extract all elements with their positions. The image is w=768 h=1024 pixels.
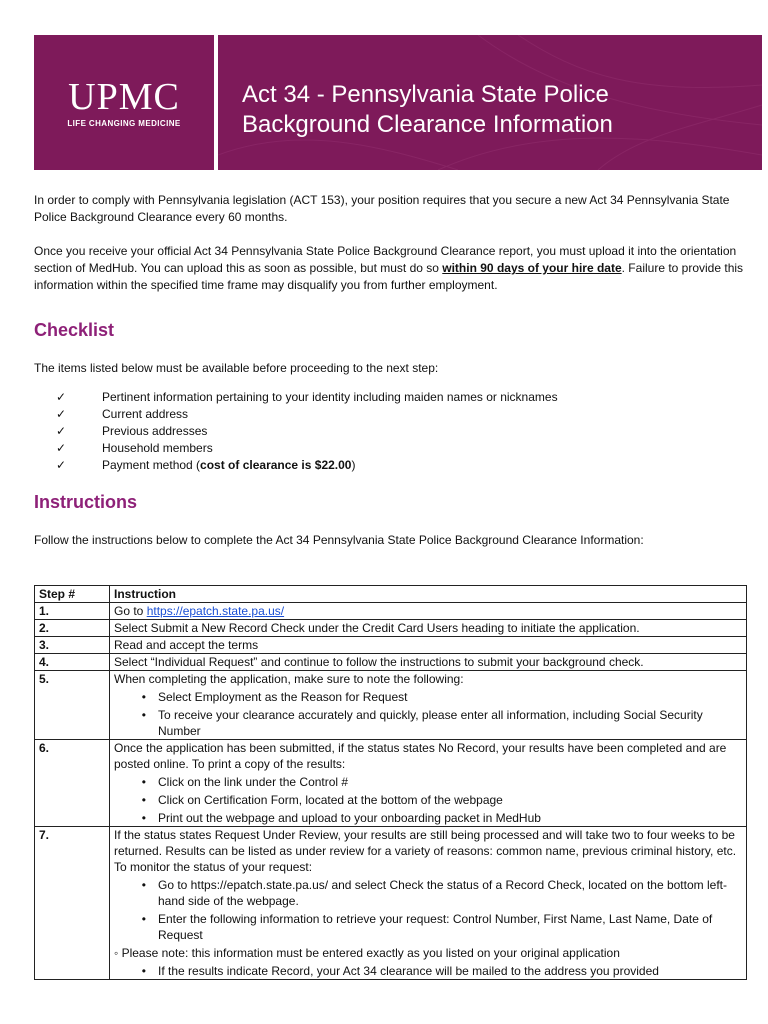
intro-p2-tail: . Failure to provide this information within the specified time frame may disqualify you from further employment.	[34, 261, 744, 292]
page-title-line-1: Act 34 - Pennsylvania State Police	[242, 81, 609, 108]
table-row: 4. Select “Individual Request” and continue to follow the instructions to submit your background check.	[35, 654, 747, 671]
table-row: 2. Select Submit a New Record Check under the Credit Card Users heading to initiate the application.	[35, 620, 747, 637]
table-row: 1. Go to https://epatch.state.pa.us/	[35, 603, 747, 620]
checklist	[56, 389, 558, 474]
checklist-item: ✓ Current address	[56, 407, 189, 421]
col-instruction-header: Instruction	[110, 586, 747, 603]
instructions-table	[34, 585, 747, 980]
check-icon: ✓	[56, 390, 67, 404]
bullet-icon: •	[141, 708, 146, 722]
check-icon: ✓	[56, 407, 67, 421]
logo-tagline: LIFE CHANGING MEDICINE	[67, 119, 181, 128]
checklist-heading: Checklist	[34, 320, 115, 340]
checklist-lead: The items listed below must be available before proceeding to the next step:	[34, 361, 439, 375]
table-header-row	[35, 586, 747, 603]
checklist-item: ✓ Previous addresses	[56, 424, 208, 438]
upmc-logo	[34, 35, 214, 170]
bullet-icon: •	[141, 964, 146, 978]
table-row: 6. Once the application has been submitted, if the status states No Record, your results have been completed and are posted online. To print a copy of the results: • Click on the link under the Control # • Click on Certification Form, located at the bottom of the webpage • Print out the webpage and upload to your onboarding packet in MedHub	[35, 740, 747, 827]
logo-word: UPMC	[68, 76, 180, 118]
checklist-item: ✓ Pertinent information pertaining to your identity including maiden names or nicknames	[56, 390, 558, 404]
bullet-icon: •	[141, 690, 146, 704]
hire-date-emphasis: within 90 days of your hire date	[442, 261, 622, 275]
clearance-cost: cost of clearance is $22.00	[200, 458, 352, 472]
page-title-line-2: Background Clearance Information	[242, 111, 613, 138]
bullet-icon: •	[141, 912, 146, 926]
intro-p2-text: Once you receive your official Act 34 Pennsylvania State Police Background Clearance report, you must upload it into the orientation section of MedHub. You can upload this as soon as possible, but must do so	[34, 244, 737, 275]
checklist-item-payment: ✓ Payment method (cost of clearance is $22.00)	[56, 458, 356, 472]
checklist-item: ✓ Household members	[56, 441, 213, 455]
bullet-icon: •	[141, 878, 146, 892]
epatch-link[interactable]: https://epatch.state.pa.us/	[146, 604, 285, 618]
bullet-icon: •	[141, 793, 146, 807]
col-step-header: Step #	[35, 586, 110, 603]
intro-paragraph-2	[34, 243, 744, 294]
check-icon: ✓	[56, 441, 67, 455]
instructions-lead: Follow the instructions below to complete the Act 34 Pennsylvania State Police Background Clearance Information:	[34, 533, 644, 547]
instructions-heading: Instructions	[34, 492, 138, 512]
title-panel	[218, 35, 762, 170]
intro-paragraph-1: In order to comply with Pennsylvania legislation (ACT 153), your position requires that you secure a new Act 34 Pennsylvania State Police Background Clearance every 60 months.	[34, 193, 730, 224]
table-row: 5. When completing the application, make sure to note the following: • Select Employment as the Reason for Request • To receive your clearance accurately and quickly, please enter all information, including Social Security Number	[35, 671, 747, 740]
table-row: 7. If the status states Request Under Review, your results are still being processed and will take two to four weeks to be returned. Results can be listed as under review for a variety of reasons: common name, previous criminal history, etc. To monitor the status of your request: • Go to https://epatch.state.pa.us/ and select Check the status of a Record Check, located on the bottom left-hand side of the webpage. • Enter the following information to retrieve your request: Control Number, First Name, Last Name, Date of Request ◦ Please note: this information must be entered exactly as you listed on your original application • If the results indicate Record, your Act 34 clearance will be mailed to the address you provided	[35, 827, 747, 980]
note-text: ◦ Please note: this information must be entered exactly as you listed on your original application	[114, 946, 620, 960]
bullet-icon: •	[141, 775, 146, 789]
header-banner	[34, 35, 762, 170]
table-row: 3. Read and accept the terms	[35, 637, 747, 654]
check-icon: ✓	[56, 424, 67, 438]
check-icon: ✓	[56, 458, 67, 472]
bullet-icon: •	[141, 811, 146, 825]
